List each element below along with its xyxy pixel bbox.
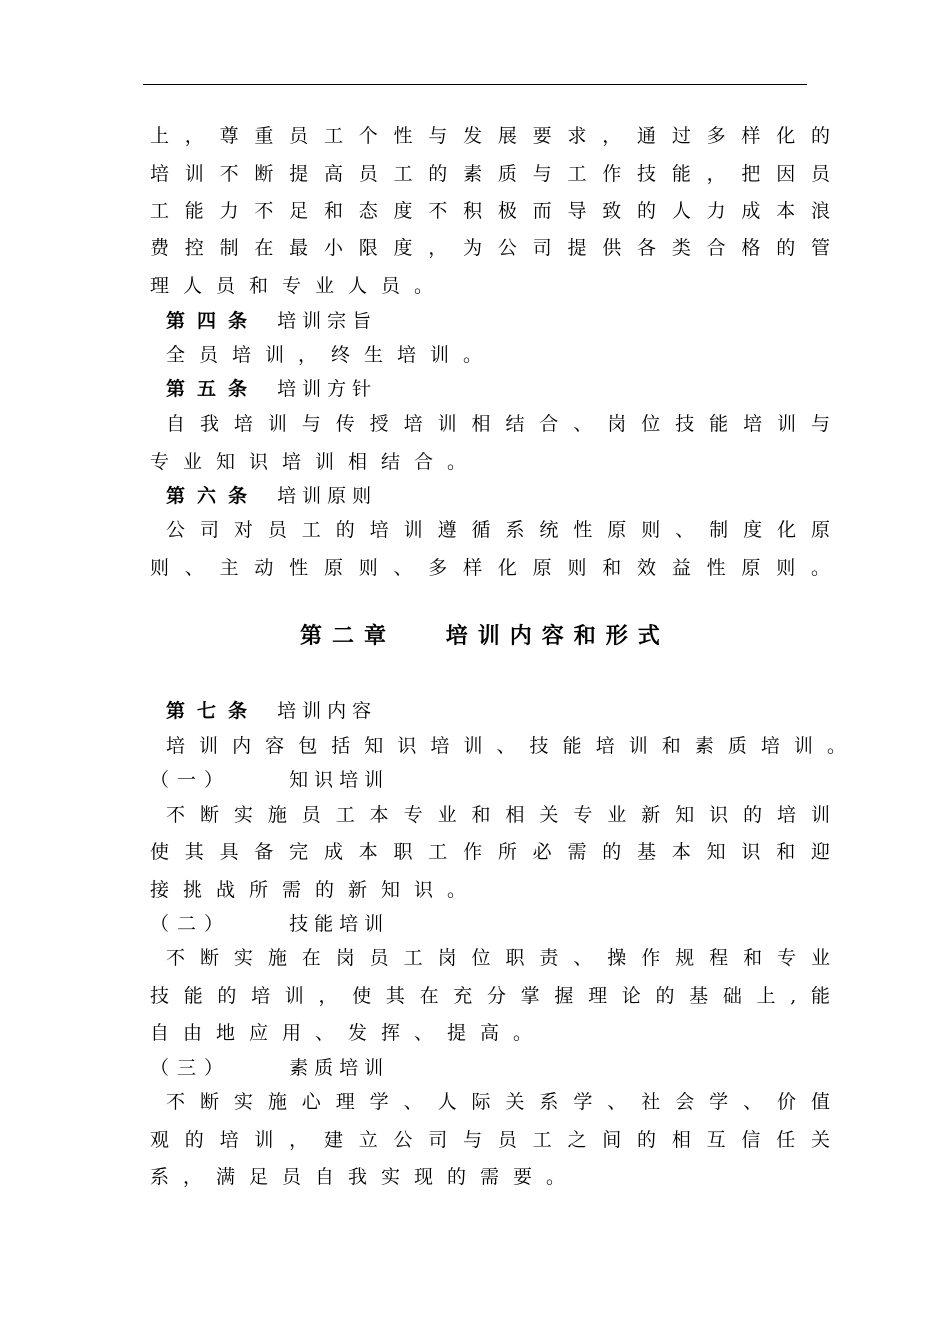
article-7-heading bbox=[166, 699, 377, 723]
article-number: 第六条 bbox=[166, 485, 260, 507]
item-1-body-line: 不断实施员工本专业和相关专业新知识的培训 bbox=[166, 804, 830, 826]
article-number: 第七条 bbox=[166, 700, 260, 722]
item-number: （三） bbox=[150, 1057, 232, 1079]
article-6-body-line: 公司对员工的培训遵循系统性原则、制度化原 bbox=[166, 519, 830, 541]
body-line: 培训不断提高员工的素质与工作技能，把因员 bbox=[150, 163, 830, 185]
article-title: 培训原则 bbox=[277, 485, 378, 507]
item-title: 技能培训 bbox=[289, 913, 390, 935]
item-1-body-line: 接挑战所需的新知识。 bbox=[150, 879, 481, 901]
article-5-heading bbox=[166, 377, 377, 401]
article-4-heading bbox=[166, 309, 377, 333]
body-line: 上，尊重员工个性与发展要求，通过多样化的 bbox=[150, 125, 830, 147]
item-1-heading bbox=[150, 768, 389, 792]
body-line: 费控制在最小限度，为公司提供各类合格的管 bbox=[150, 237, 830, 259]
article-title: 培训方针 bbox=[277, 378, 378, 400]
item-title: 知识培训 bbox=[289, 769, 390, 791]
chapter-title: 培训内容和形式 bbox=[445, 623, 670, 649]
body-line: 理人员和专业人员。 bbox=[150, 275, 448, 297]
chapter-number: 第二章 bbox=[300, 623, 397, 649]
item-1-body-line: 使其具备完成本职工作所必需的基本知识和迎 bbox=[150, 841, 830, 863]
item-title: 素质培训 bbox=[289, 1057, 390, 1079]
article-number: 第五条 bbox=[166, 378, 260, 400]
item-3-body-line: 观的培训，建立公司与员工之间的相互信任关 bbox=[150, 1129, 830, 1151]
article-4-body: 全员培训，终生培训。 bbox=[166, 344, 497, 366]
item-number: （二） bbox=[150, 913, 232, 935]
header-rule bbox=[143, 84, 807, 85]
article-number: 第四条 bbox=[166, 310, 260, 332]
item-number: （一） bbox=[150, 769, 232, 791]
article-title: 培训内容 bbox=[277, 700, 378, 722]
article-5-body-line: 自我培训与传授培训相结合、岗位技能培训与 bbox=[166, 413, 830, 435]
item-2-body-line: 技能的培训，使其在充分掌握理论的基础上,能 bbox=[150, 985, 830, 1007]
item-2-body-line: 不断实施在岗员工岗位职责、操作规程和专业 bbox=[166, 947, 830, 969]
article-6-heading bbox=[166, 484, 377, 508]
article-5-body-line: 专业知识培训相结合。 bbox=[150, 451, 481, 473]
article-6-body-line: 则、主动性原则、多样化原则和效益性原则。 bbox=[150, 557, 830, 579]
item-2-body-line: 自由地应用、发挥、提高。 bbox=[150, 1022, 547, 1044]
item-2-heading bbox=[150, 912, 389, 936]
article-title: 培训宗旨 bbox=[277, 310, 378, 332]
item-3-body-line: 不断实施心理学、人际关系学、社会学、价值 bbox=[166, 1091, 830, 1113]
item-3-body-line: 系，满足员自我实现的需要。 bbox=[150, 1166, 580, 1188]
article-7-body: 培训内容包括知识培训、技能培训和素质培训。 bbox=[166, 735, 846, 757]
body-line: 工能力不足和态度不积极而导致的人力成本浪 bbox=[150, 200, 830, 222]
item-3-heading bbox=[150, 1056, 389, 1080]
chapter-heading bbox=[300, 622, 670, 650]
